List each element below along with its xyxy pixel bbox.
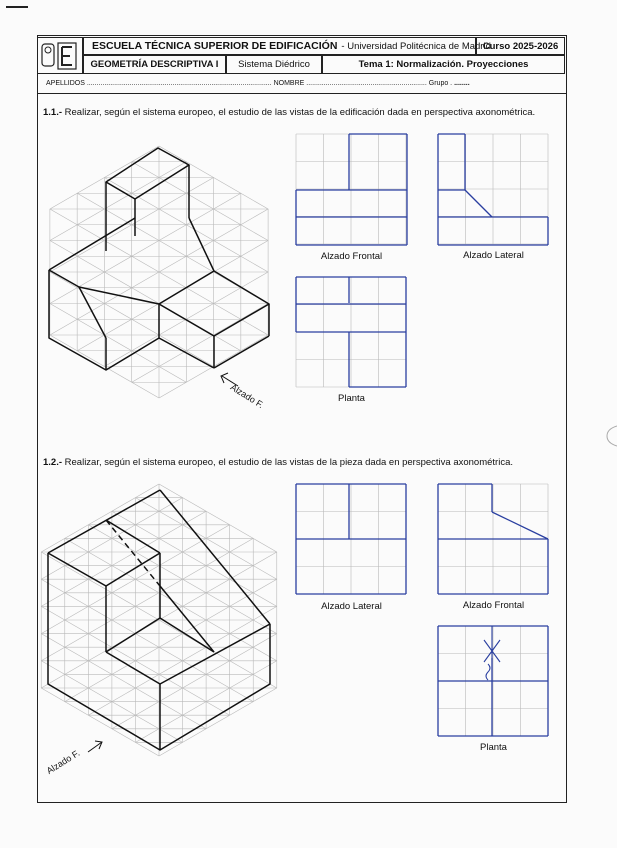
iso-grid-line [241, 335, 268, 351]
iso-grid-line [214, 335, 241, 351]
iso-grid-line [88, 593, 112, 607]
iso-grid-line [159, 335, 186, 351]
iso-grid-line [132, 193, 159, 209]
iso-grid-line [88, 688, 112, 702]
iso-grid-line [186, 288, 213, 304]
iso-grid-line [135, 742, 159, 756]
iso-grid-line [112, 674, 136, 688]
iso-grid-line [88, 538, 112, 552]
iso-grid-line [132, 382, 159, 398]
iso-grid-line [135, 511, 159, 525]
iso-grid-line [230, 702, 254, 716]
iso-grid-line [253, 579, 277, 593]
iso-grid-line [159, 272, 186, 288]
iso-grid-line [135, 593, 159, 607]
iso-grid-line [214, 225, 241, 241]
iso-grid-line [214, 193, 241, 209]
iso-grid-line [65, 593, 89, 607]
iso-grid-line [214, 209, 241, 225]
alzado-frontal-1 [296, 134, 407, 245]
iso-grid-line [135, 688, 159, 702]
alzado-arrow-2 [88, 741, 102, 752]
iso-grid-line [159, 715, 183, 729]
iso-grid-line [159, 498, 183, 512]
iso-grid-line [135, 729, 159, 743]
iso-grid-line [41, 579, 65, 593]
iso-grid-line [214, 351, 241, 367]
iso-grid-line [104, 304, 131, 320]
iso-grid-line [183, 552, 207, 566]
iso-grid-line [135, 566, 159, 580]
iso-grid-line [104, 162, 131, 178]
iso-grid-line [65, 688, 89, 702]
iso-grid-line [104, 319, 131, 335]
iso-grid-line [253, 552, 277, 566]
iso-grid-line [206, 606, 230, 620]
iso-grid-line [159, 193, 186, 209]
iso-grid-line [206, 525, 230, 539]
iso-grid-line [183, 538, 207, 552]
iso-grid-line [241, 256, 268, 272]
iso-grid-line [230, 566, 254, 580]
iso-grid-line [112, 647, 136, 661]
iso-grid-line [88, 702, 112, 716]
iso-grid-line [159, 579, 183, 593]
iso-grid-line [159, 146, 186, 162]
iso-grid-line [230, 620, 254, 634]
iso-grid-line [132, 319, 159, 335]
iso-grid-line [65, 674, 89, 688]
iso-grid-line [186, 351, 213, 367]
iso-grid-line [230, 525, 254, 539]
iso-grid-line [159, 178, 186, 194]
ex1-front-label: Alzado Frontal [320, 251, 383, 262]
iso-grid-line [206, 674, 230, 688]
ex1-side-label: Alzado Lateral [463, 250, 524, 261]
iso-grid-line [159, 661, 183, 675]
iso-grid-line [112, 498, 136, 512]
iso-grid-line [112, 702, 136, 716]
iso-grid-line [206, 566, 230, 580]
iso-grid-line [241, 193, 268, 209]
iso-grid-line [77, 241, 104, 257]
iso-grid-line [253, 661, 277, 675]
iso-grid-line [135, 647, 159, 661]
iso-grid-line [186, 367, 213, 383]
iso-grid-line [186, 304, 213, 320]
iso-grid-line [112, 715, 136, 729]
iso-grid-line [77, 335, 104, 351]
iso-grid-line [135, 498, 159, 512]
iso-grid-line [159, 538, 183, 552]
iso-grid-line [253, 688, 277, 702]
iso-grid-line [186, 162, 213, 178]
iso-grid-line [214, 256, 241, 272]
iso-grid-line [112, 688, 136, 702]
iso-grid-line [132, 335, 159, 351]
iso-grid-line [104, 193, 131, 209]
iso-grid-line [186, 193, 213, 209]
iso-grid-line [104, 272, 131, 288]
iso-grid-line [132, 225, 159, 241]
exercise1-number: 1.1.- [43, 107, 63, 118]
iso-grid-line [65, 579, 89, 593]
iso-grid-line [214, 178, 241, 194]
iso-grid-line [50, 304, 77, 320]
iso-grid-line [183, 593, 207, 607]
iso-grid-line [206, 579, 230, 593]
iso-grid-line [132, 367, 159, 383]
iso-grid-line [183, 661, 207, 675]
iso-grid-line [214, 319, 241, 335]
iso-grid-line [88, 715, 112, 729]
iso-grid-line [41, 606, 65, 620]
iso-grid-line [186, 335, 213, 351]
iso-grid-line [183, 702, 207, 716]
iso-grid-line [183, 579, 207, 593]
iso-grid-line [230, 538, 254, 552]
iso-grid-line [77, 351, 104, 367]
iso-grid-line [50, 319, 77, 335]
iso-grid-line [41, 688, 65, 702]
iso-grid-line [159, 566, 183, 580]
exercise2-text: Realizar, según el sistema europeo, el estudio de las vistas de la pieza dada en perspectiva axonométrica. [64, 457, 514, 468]
iso-grid-line [65, 566, 89, 580]
iso-grid-line [159, 367, 186, 383]
iso-grid-line [88, 634, 112, 648]
iso-grid-line [88, 525, 112, 539]
iso-grid-line [41, 661, 65, 675]
iso-grid-line [135, 715, 159, 729]
iso-grid-line [112, 593, 136, 607]
iso-grid-line [159, 256, 186, 272]
iso-grid-line [50, 193, 77, 209]
iso-grid-line [104, 351, 131, 367]
iso-grid-line [50, 225, 77, 241]
iso-grid-line [230, 661, 254, 675]
iso-grid-line [241, 241, 268, 257]
iso-grid-line [77, 304, 104, 320]
iso-grid-line [112, 566, 136, 580]
iso-grid-line [159, 674, 183, 688]
exercise1-text: Realizar, según el sistema europeo, el estudio de las vistas de la edificación dada en perspectiva axonométrica. [64, 107, 536, 118]
surnames-field[interactable]: APELLIDOS ............................................................................................... [46, 80, 272, 87]
iso-grid-line [159, 620, 183, 634]
iso-grid-line [104, 241, 131, 257]
iso-grid-line [159, 702, 183, 716]
iso-grid-line [253, 647, 277, 661]
iso-grid-line [253, 593, 277, 607]
iso-grid-line [159, 552, 183, 566]
exercise2-number: 1.2.- [43, 457, 63, 468]
iso-grid-line [132, 146, 159, 162]
iso-grid-line [112, 552, 136, 566]
iso-grid-line [132, 209, 159, 225]
iso-grid-line [230, 688, 254, 702]
iso-grid-line [214, 304, 241, 320]
iso-grid-line [206, 552, 230, 566]
iso-grid-line [50, 288, 77, 304]
iso-grid-line [88, 552, 112, 566]
iso-grid-line [65, 661, 89, 675]
iso-grid-line [132, 351, 159, 367]
iso-grid-line [41, 620, 65, 634]
iso-grid-line [132, 241, 159, 257]
iso-grid-line [159, 225, 186, 241]
ex2-plan-label: Planta [480, 742, 507, 753]
iso-grid-line [65, 620, 89, 634]
iso-grid-line [159, 634, 183, 648]
group-field[interactable]: Grupo . [428, 80, 453, 87]
iso-grid-line [65, 606, 89, 620]
name-field[interactable]: NOMBRE .............................................................. [273, 80, 427, 87]
iso-grid-line [41, 593, 65, 607]
iso-grid-line [230, 606, 254, 620]
iso-grid-line [206, 715, 230, 729]
iso-grid-line [41, 552, 65, 566]
iso-grid-line [135, 525, 159, 539]
iso-grid-line [159, 319, 186, 335]
iso-grid-line [41, 674, 65, 688]
iso-grid-line [41, 634, 65, 648]
iso-grid-line [77, 193, 104, 209]
iso-grid-line [112, 579, 136, 593]
iso-grid-line [88, 606, 112, 620]
iso-grid-line [65, 634, 89, 648]
iso-grid-line [183, 729, 207, 743]
iso-grid-line [159, 382, 186, 398]
iso-grid-line [104, 335, 131, 351]
iso-grid-line [241, 304, 268, 320]
ex2-side-label: Alzado Lateral [321, 601, 382, 612]
iso-grid-line [41, 566, 65, 580]
group-dots: ........ [454, 80, 470, 87]
iso-grid-line [159, 241, 186, 257]
iso-grid-line [112, 511, 136, 525]
iso-grid-line [88, 620, 112, 634]
iso-grid-line [88, 661, 112, 675]
iso-grid-line [183, 647, 207, 661]
iso-grid-line [183, 566, 207, 580]
iso-grid-line [104, 225, 131, 241]
iso-grid-line [65, 647, 89, 661]
iso-grid-line [77, 178, 104, 194]
iso-grid-line [253, 538, 277, 552]
iso-grid-line [206, 593, 230, 607]
iso-grid-line [241, 272, 268, 288]
iso-grid-line [104, 256, 131, 272]
iso-grid-line [132, 272, 159, 288]
iso-grid-line [112, 620, 136, 634]
iso-grid-line [112, 606, 136, 620]
iso-grid-line [50, 241, 77, 257]
iso-grid-line [230, 552, 254, 566]
iso-grid-line [132, 162, 159, 178]
iso-grid-line [112, 729, 136, 743]
iso-grid-line [253, 634, 277, 648]
iso-grid-line [241, 209, 268, 225]
iso-grid-line [65, 552, 89, 566]
ex1-plan-label: Planta [338, 393, 365, 404]
iso-grid-line [65, 538, 89, 552]
iso-grid-line [183, 674, 207, 688]
iso-grid-line [41, 647, 65, 661]
iso-grid-line [159, 484, 183, 498]
iso-grid-line [206, 688, 230, 702]
iso-grid-line [132, 256, 159, 272]
iso-grid-line [159, 209, 186, 225]
iso-grid-line [159, 525, 183, 539]
iso-grid-line [206, 511, 230, 525]
university-name: - Universidad Politécnica de Madrid [341, 40, 491, 52]
iso-grid-line [214, 288, 241, 304]
iso-grid-line [50, 209, 77, 225]
iso-grid-line [50, 335, 77, 351]
iso-grid-line [77, 256, 104, 272]
iso-grid-line [186, 256, 213, 272]
iso-grid-line [186, 178, 213, 194]
view-grids [296, 134, 548, 736]
iso-grid-line [159, 688, 183, 702]
iso-grid-line [135, 606, 159, 620]
iso-grid-line [112, 538, 136, 552]
iso-grid-line [50, 256, 77, 272]
iso-grid-line [132, 304, 159, 320]
iso-grid-line [88, 674, 112, 688]
iso-grid-line [183, 715, 207, 729]
iso-grid-line [206, 661, 230, 675]
iso-grid-line [88, 579, 112, 593]
iso-grid-line [132, 178, 159, 194]
subject-name: GEOMETRÍA DESCRIPTIVA I [90, 59, 219, 70]
iso-grid-line [135, 702, 159, 716]
iso-grid-line [135, 484, 159, 498]
iso-grid-line [206, 702, 230, 716]
iso-grid-line [77, 209, 104, 225]
school-name: ESCUELA TÉCNICA SUPERIOR DE EDIFICACIÓN [92, 40, 338, 52]
iso-grid-line [186, 225, 213, 241]
topic-name: Tema 1: Normalización. Proyecciones [358, 59, 529, 70]
ex1-arrow-label: Alzado F. [228, 382, 266, 411]
iso-grid-line [135, 552, 159, 566]
course-year: Curso 2025-2026 [482, 40, 559, 52]
iso-grid-line [253, 674, 277, 688]
iso-grid-line [159, 351, 186, 367]
iso-grid-line [241, 319, 268, 335]
margin-mark [607, 426, 617, 446]
iso-grid-2 [41, 484, 277, 756]
iso-grid-line [159, 729, 183, 743]
iso-grid-line [183, 688, 207, 702]
iso-grid-line [50, 272, 77, 288]
iso-grid-line [230, 674, 254, 688]
iso-grid-line [253, 566, 277, 580]
iso-grid-line [214, 241, 241, 257]
iso-grid-line [241, 225, 268, 241]
iso-grid-line [135, 579, 159, 593]
system-name: Sistema Diédrico [238, 59, 310, 70]
iso-grid-line [135, 634, 159, 648]
iso-grid-line [77, 272, 104, 288]
iso-grid-line [159, 647, 183, 661]
iso-grid-line [230, 647, 254, 661]
iso-grid-line [206, 634, 230, 648]
iso-grid-line [65, 702, 89, 716]
ex2-front-label: Alzado Frontal [462, 600, 525, 611]
iso-grid-line [230, 579, 254, 593]
ex2-arrow-label: Alzado F. [44, 747, 82, 776]
iso-grid-line [206, 620, 230, 634]
iso-grid-line [183, 498, 207, 512]
